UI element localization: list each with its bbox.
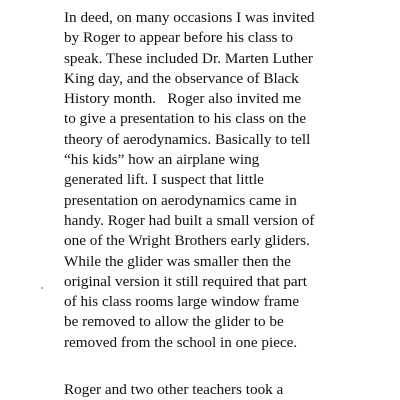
text-line: Roger and two other teachers took a xyxy=(64,381,284,398)
text-line: speak. These included Dr. Marten Luther xyxy=(64,49,313,67)
text-line: In deed, on many occasions I was invited xyxy=(64,9,315,26)
text-line: of his class rooms large window frame xyxy=(64,293,300,311)
text-line: handy. Roger had built a small version of xyxy=(64,211,315,229)
text-line: King day, and the observance of Black xyxy=(64,69,299,87)
text-line: theory of aerodynamics. Basically to tell xyxy=(64,130,311,148)
text-line: be removed to allow the glider to be xyxy=(64,313,284,331)
text-line: to give a presentation to his class on the xyxy=(64,110,307,128)
text-line: History month. Roger also invited me xyxy=(64,90,302,108)
text-line: original version it still required that part xyxy=(64,272,307,290)
text-line: generated lift. I suspect that little xyxy=(64,171,264,189)
text-line: one of the Wright Brothers early gliders. xyxy=(64,232,310,250)
text-line: presentation on aerodynamics came in xyxy=(64,191,297,209)
text-line: While the glider was smaller then the xyxy=(64,252,291,270)
text-line: removed from the school in one piece. xyxy=(64,333,298,351)
paragraph-1 xyxy=(64,8,394,353)
text-line: by Roger to appear before his class to xyxy=(64,29,294,47)
paragraph-2 xyxy=(64,380,394,400)
text-line: “his kids” how an airplane wing xyxy=(64,151,260,169)
scan-speck xyxy=(41,287,43,289)
